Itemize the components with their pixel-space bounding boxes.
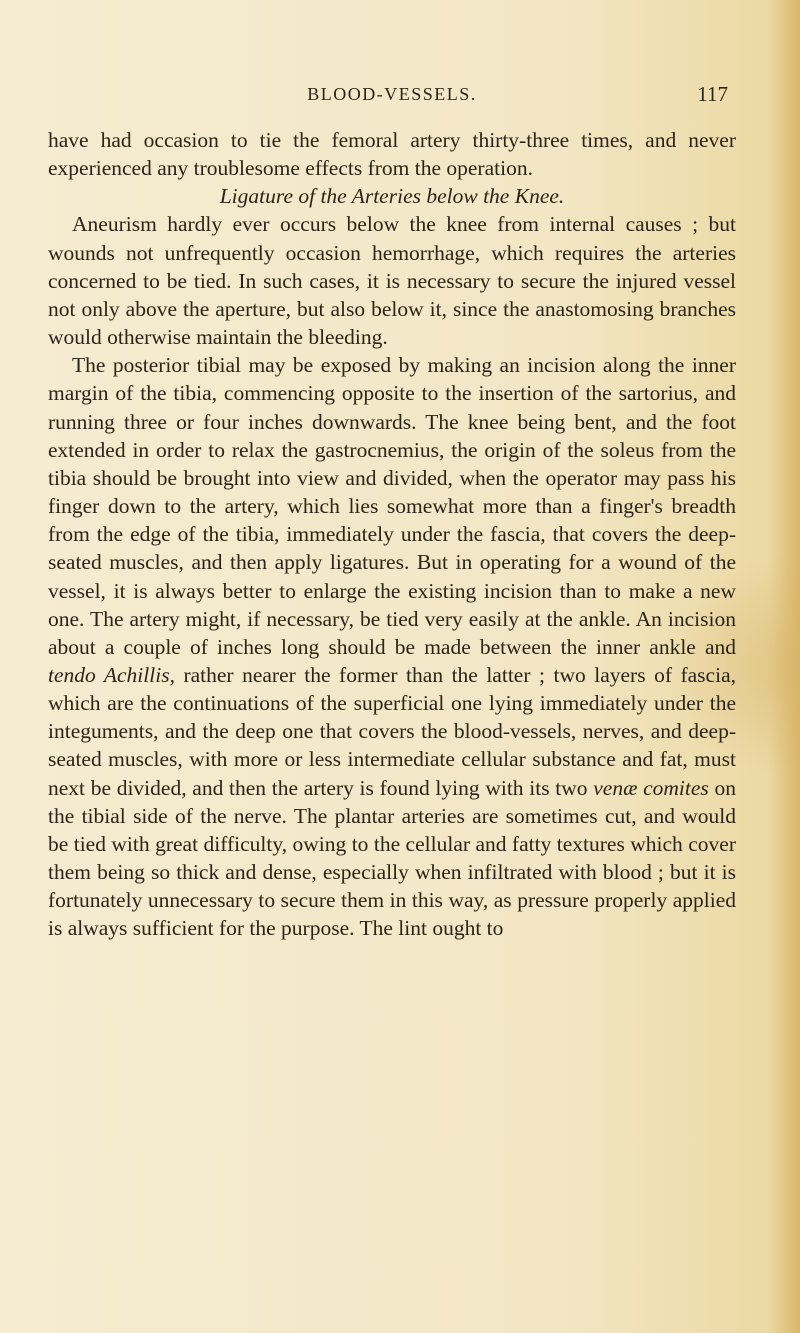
italic-term-venae-comites: venæ comites <box>593 775 709 800</box>
paragraph-posterior-tibial <box>48 351 736 942</box>
paragraph-text: The posterior tibial may be exposed by making an incision along the inner margin of the tibia, commencing opposite to the insertion of the sartorius, and running three or four inches downwards. The knee being bent, and the foot extended in order to relax the gastrocnemius, the origin of the soleus from the tibia should be brought into view and divided, when the operator may pass his finger down to the artery, which lies somewhat more than a finger's breadth from the edge of the tibia, immediately under the fascia, that covers the deep-seated muscles, and then apply ligatures. But in operating for a wound of the vessel, it is always better to enlarge the existing incision than to make a new one. The artery might, if necessary, be tied very easily at the ankle. An incision about a couple of inches long should be made between the inner ankle and <box>48 353 736 659</box>
paragraph-aneurism: Aneurism hardly ever occurs below the knee from internal causes ; but wounds not unfrequently occasion hemorrhage, which requires the arteries concerned to be tied. In such cases, it is necessary to secure the injured vessel not only above the aperture, but also below it, since the anastomosing branches would otherwise maintain the bleeding. <box>48 212 736 350</box>
section-heading: Ligature of the Arteries below the Knee. <box>219 184 565 209</box>
opening-paragraph: have had occasion to tie the femoral artery thirty-three times, and never experienced any troublesome effects from the operation. <box>48 128 736 181</box>
running-head <box>48 82 736 112</box>
page-number: 117 <box>697 82 728 106</box>
running-title: BLOOD-VESSELS. <box>307 84 477 104</box>
book-page <box>48 0 736 1333</box>
paragraph-text: on the tibial side of the nerve. The plantar arteries are sometimes cut, and would be tied with great difficulty, owing to the cellular and fatty textures which cover them being so thick and dense, especially when infiltrated with blood ; but it is fortunately unnecessary to secure them in this way, as pressure properly applied is always sufficient for the purpose. The lint ought to <box>48 775 736 941</box>
italic-term-tendo-achillis: tendo Achillis, <box>48 662 175 687</box>
body-text <box>48 126 736 943</box>
paragraph-text: rather nearer the former than the latter ; two layers of fascia, which are the continuations of the superficial one lying immediately under the integuments, and the deep one that covers the blood-vessels, nerves, and deep-seated muscles, with more or less intermediate cellular substance and fat, must next be divided, and then the artery is found lying with its two <box>48 662 736 800</box>
